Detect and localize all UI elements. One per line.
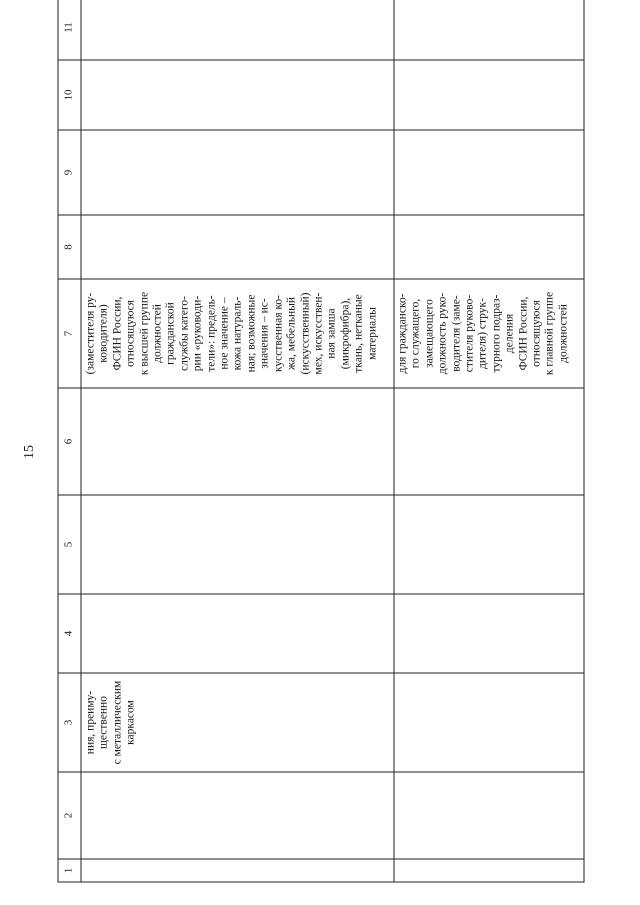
row1-cell-10 bbox=[81, 60, 394, 130]
row2-cell-9 bbox=[394, 130, 584, 215]
row2-cell-10 bbox=[394, 60, 584, 130]
page-number bbox=[20, 432, 40, 472]
row2-col7-line: стителя руково- bbox=[463, 294, 476, 372]
row1-col7-line: (заместителя ру- bbox=[84, 292, 96, 374]
row1-col7-line: (микрофибра), bbox=[338, 297, 351, 369]
row2-cell-7 bbox=[394, 279, 584, 388]
row1-col7-line: (искусственный) bbox=[298, 292, 311, 374]
row1-col3-line: каркасом bbox=[124, 699, 137, 745]
row1-cell-11 bbox=[81, 0, 394, 60]
row1-col7-line: жа, мебельный bbox=[285, 296, 298, 370]
row2-col7-line: должность руко- bbox=[436, 292, 449, 374]
header-cell-5: 5 bbox=[58, 495, 81, 594]
row1-col7-line: тели»: предель- bbox=[204, 294, 217, 372]
header-cell-7: 7 bbox=[58, 279, 81, 388]
row1-cell-5 bbox=[81, 495, 394, 594]
row2-cell-1 bbox=[394, 859, 584, 882]
row2-cell-5 bbox=[394, 495, 584, 594]
row2-col7-line: деления bbox=[503, 313, 516, 353]
row2-cell-2 bbox=[394, 772, 584, 859]
row1-cell-8 bbox=[81, 215, 394, 279]
row1-cell-4 bbox=[81, 594, 394, 673]
table-container bbox=[57, 6, 582, 882]
row1-cell-1 bbox=[81, 859, 394, 882]
table-row bbox=[81, 0, 394, 882]
row2-cell-3 bbox=[394, 673, 584, 772]
row1-col7-line: мех, искусствен- bbox=[311, 292, 324, 374]
header-cell-9: 9 bbox=[58, 130, 81, 215]
row1-cell-7 bbox=[81, 279, 394, 388]
header-cell-2: 2 bbox=[58, 772, 81, 859]
row1-cell-3 bbox=[81, 673, 394, 772]
header-cell-11: 11 bbox=[58, 0, 81, 60]
row1-col7-line: рии «руководи- bbox=[191, 295, 204, 371]
row1-col7-line: значения – ис- bbox=[258, 297, 271, 369]
row2-col7-line: турного подраз- bbox=[489, 294, 502, 372]
row2-col7-line: относящуюся bbox=[530, 299, 543, 367]
row1-col3-line: ния, преиму- bbox=[84, 690, 96, 754]
row1-cell-9 bbox=[81, 130, 394, 215]
row2-col7-line: для гражданско- bbox=[396, 292, 408, 374]
page-number-text: 15 bbox=[22, 445, 37, 459]
row1-col7-line: кусственная ко- bbox=[271, 294, 284, 372]
row1-col3-line: с металлическим bbox=[110, 680, 123, 764]
row2-col7-line: водителя (заме- bbox=[449, 294, 462, 372]
row2-col7-line: должностей bbox=[556, 303, 569, 363]
specification-table bbox=[57, 0, 584, 882]
row1-col7-line: ководителя) bbox=[97, 303, 110, 363]
row1-col7-line: ФСИН России, bbox=[110, 296, 123, 370]
row1-col3-line: щественно bbox=[97, 695, 110, 749]
row2-col7-line: дителя) струк- bbox=[476, 297, 489, 369]
header-cell-4: 4 bbox=[58, 594, 81, 673]
row1-col7-line: относящуюся bbox=[124, 299, 137, 367]
header-cell-3: 3 bbox=[58, 673, 81, 772]
row1-cell-2 bbox=[81, 772, 394, 859]
header-cell-10: 10 bbox=[58, 60, 81, 130]
row2-cell-4 bbox=[394, 594, 584, 673]
row1-col7-line: материалы bbox=[365, 306, 378, 360]
row1-col7-line: к высшей группе bbox=[137, 291, 150, 375]
table-row bbox=[394, 0, 584, 882]
header-row bbox=[58, 0, 81, 882]
row1-col7-line: кожа натураль- bbox=[231, 296, 244, 370]
row1-cell-6 bbox=[81, 388, 394, 495]
row2-cell-8 bbox=[394, 215, 584, 279]
row2-col7-line: ФСИН России, bbox=[516, 296, 529, 370]
row1-col7-line: гражданской bbox=[164, 301, 177, 365]
header-cell-1: 1 bbox=[58, 859, 81, 882]
row1-col7-line: ная замша bbox=[325, 307, 338, 359]
row2-cell-11 bbox=[394, 0, 584, 60]
header-cell-8: 8 bbox=[58, 215, 81, 279]
row2-col7-line: замещающего bbox=[422, 298, 435, 368]
row2-col7-line: го служащего, bbox=[409, 298, 422, 368]
row2-cell-6 bbox=[394, 388, 584, 495]
row1-col7-line: ная; возможные bbox=[244, 294, 257, 372]
row1-col7-line: ное значение – bbox=[218, 296, 231, 370]
row2-col7-line: к главной группе bbox=[543, 291, 556, 375]
row1-col7-line: ткань, нетканые bbox=[352, 293, 365, 373]
row1-col7-line: службы катего- bbox=[177, 295, 190, 371]
row1-col7-line: должностей bbox=[151, 303, 164, 363]
header-cell-6: 6 bbox=[58, 388, 81, 495]
